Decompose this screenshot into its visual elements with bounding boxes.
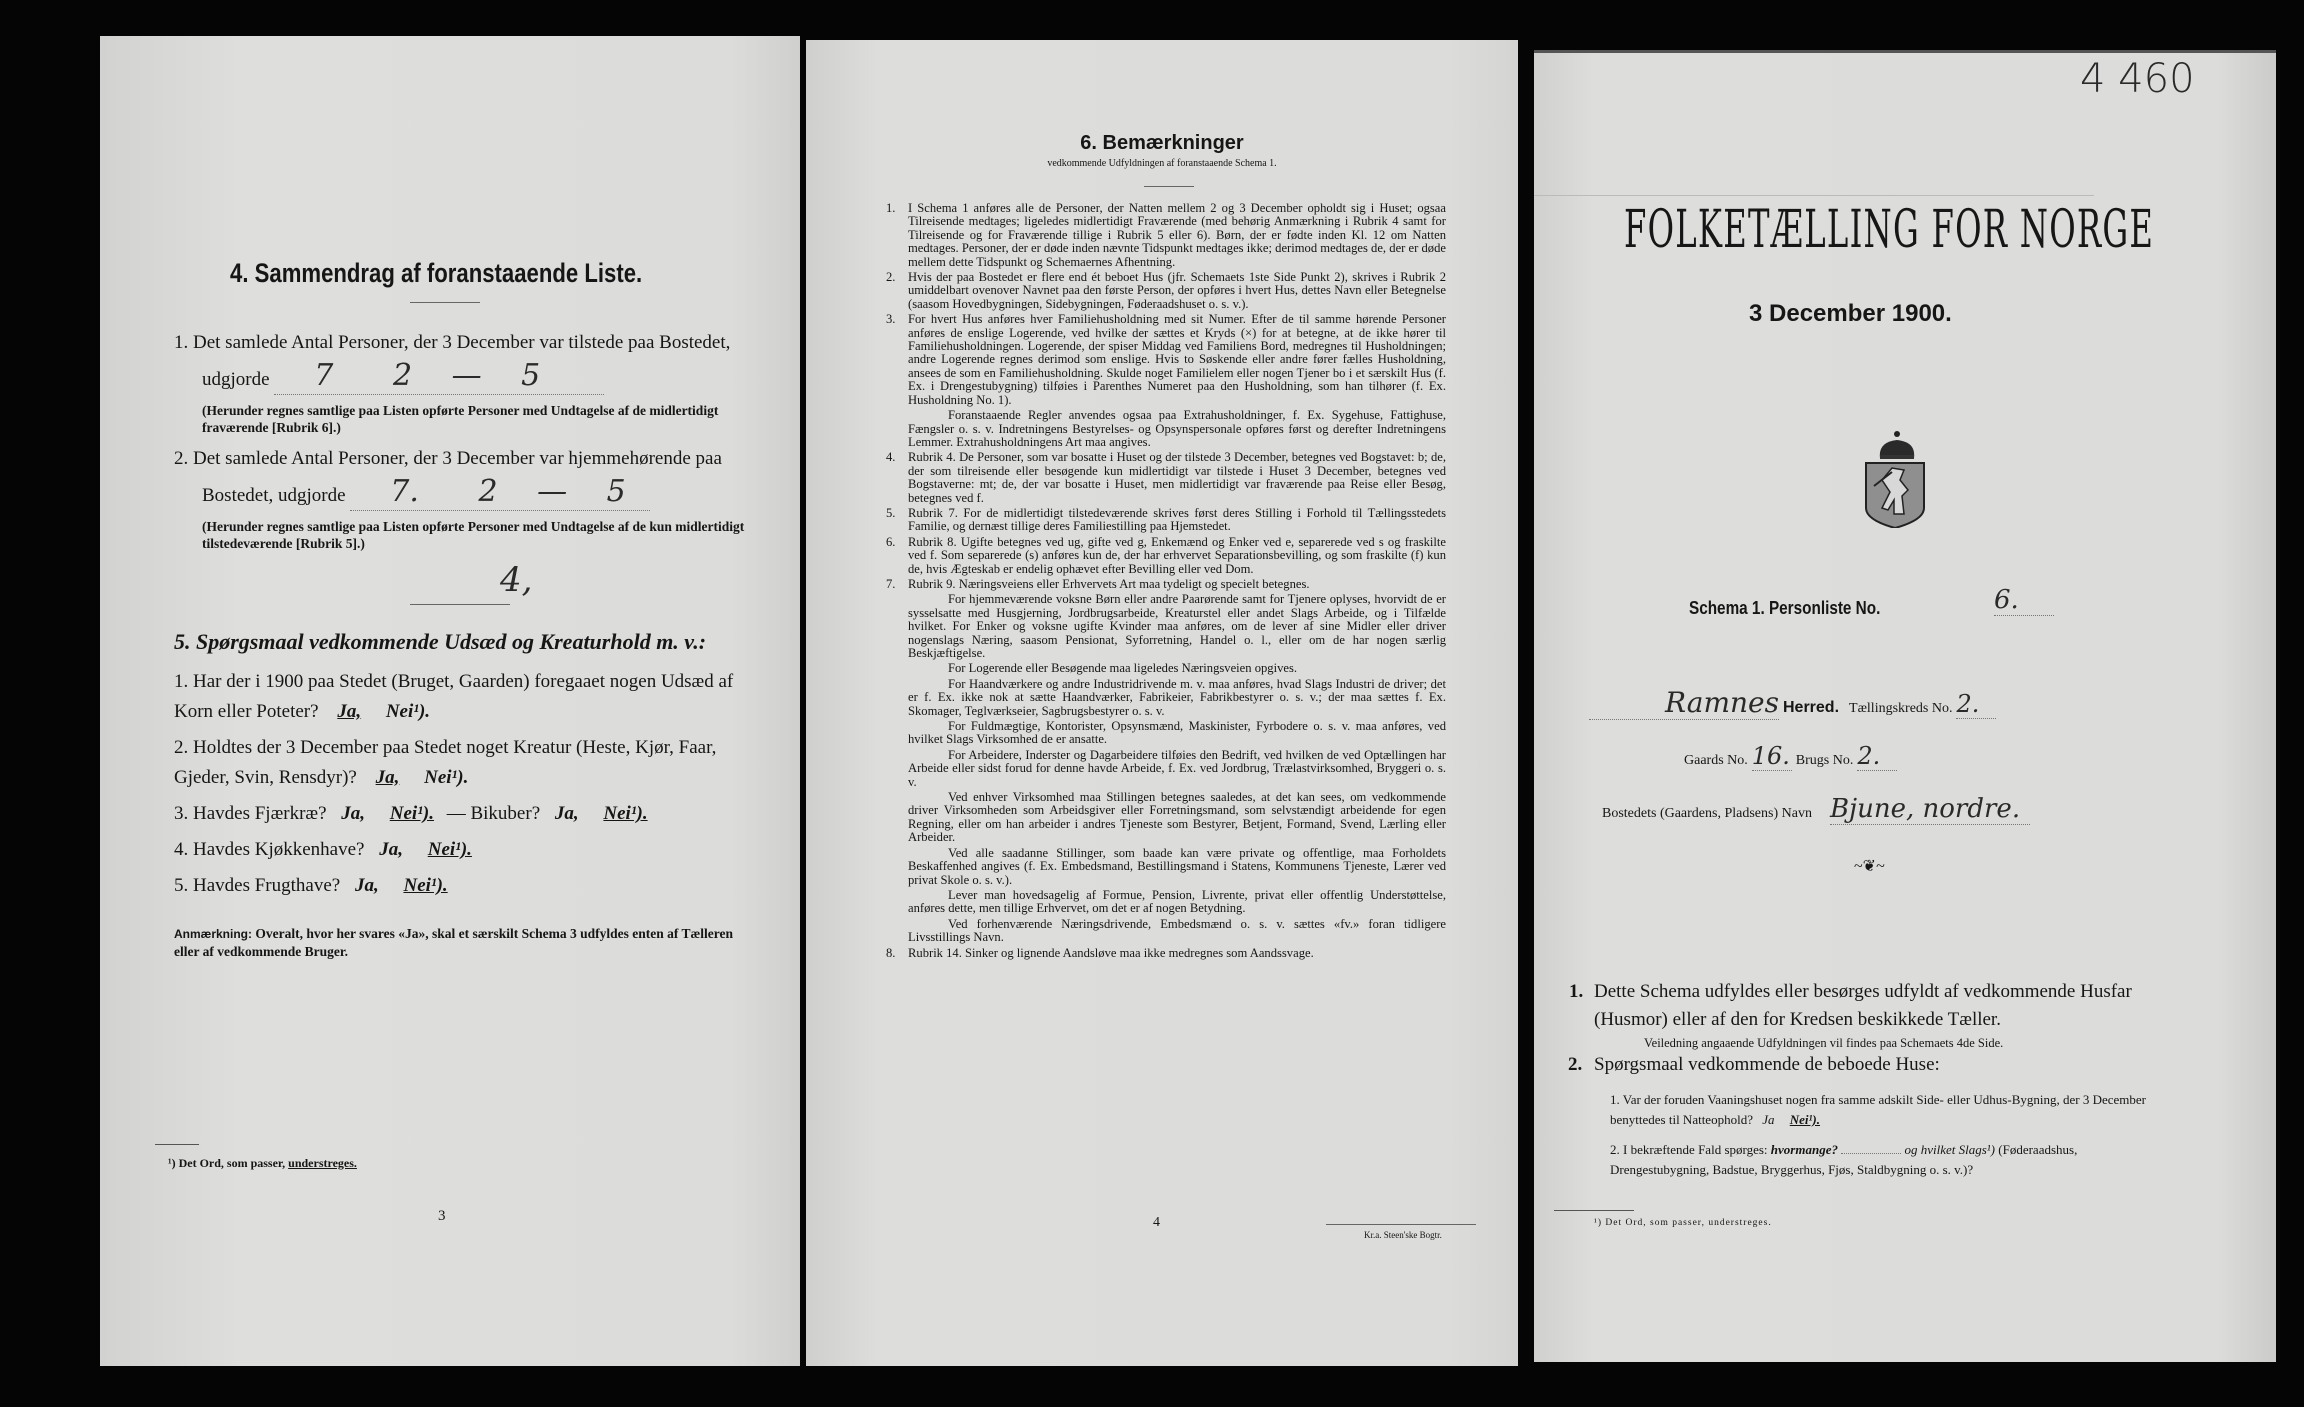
remark-number: 4. xyxy=(886,450,896,465)
value: — xyxy=(537,474,568,509)
remark-text: I Schema 1 anføres alle de Personer, der Natten mellem 2 og 3 December opholdt sig i Huset; ogsaa Tilreisende medtages; ligeledes midlertidigt Fraværende (med behørig Anmærkning i Rubrik 4 samt for Tilreisende og for Fraværende tillige i Rubrik 5 eller 6). Børn, der er fødte inden Kl. 12 om Natten medtages. Personer, der er døde inden nævnte Tidspunkt medtages ikke; derimod medtages de, der er døde mellem dette Tidspunkt og Schemaernes Afhentning. xyxy=(908,201,1446,269)
num: 1. xyxy=(1569,981,1584,1002)
remark-paragraph xyxy=(908,720,1446,747)
divider xyxy=(410,604,510,605)
remarks-title: 6. Bemærkninger xyxy=(1080,132,1244,154)
question-2 xyxy=(174,733,746,793)
text: Har der i 1900 paa Stedet (Bruget, Gaarden) foregaaet nogen Udsæd af Korn eller Poteter? xyxy=(174,671,734,722)
nei-option: Nei¹). xyxy=(1789,1112,1820,1127)
remark-paragraph xyxy=(886,945,1446,960)
text: Havdes Fjærkræ? xyxy=(193,803,327,824)
ornament-icon: ~❦~ xyxy=(1854,858,1885,875)
footnote-underlined: understreges. xyxy=(288,1156,357,1170)
hvormange-label: hvormange? xyxy=(1770,1142,1838,1157)
num: 4. xyxy=(174,839,189,860)
text: Holdtes der 3 December paa Stedet noget Kreatur (Heste, Kjør, Faar, Gjeder, Svin, Rensdyr)? xyxy=(174,737,717,788)
question-4 xyxy=(174,835,746,865)
herred-row xyxy=(1589,686,1996,720)
slags-label: og hvilket Slags¹) xyxy=(1904,1142,1996,1157)
q1-label: udgjorde xyxy=(202,369,270,390)
herred-value: Ramnes xyxy=(1589,686,1779,720)
question-1 xyxy=(174,667,746,727)
nei-option: Nei¹). xyxy=(603,803,648,824)
schema-text: Schema 1. Personliste No. xyxy=(1689,598,1881,618)
printer-imprint: Kr.a. Steen'ske Bogtr. xyxy=(1364,1230,1442,1240)
remark-text: Ved forhenværende Næringsdrivende, Embedsmænd o. s. v. sættes «fv.» foran tidligere Livsstillings Navn. xyxy=(908,916,1446,945)
remarks-list xyxy=(886,201,1446,962)
hvormange-field xyxy=(1841,1153,1901,1154)
num: 3. xyxy=(174,803,189,824)
remark xyxy=(174,925,746,960)
footnote-text: ¹) Det Ord, som passer, xyxy=(168,1156,286,1170)
remark-paragraph xyxy=(908,918,1446,945)
remark-number: 1. xyxy=(886,201,896,215)
remark-paragraph xyxy=(908,593,1446,660)
instruction-2 xyxy=(1568,1054,1940,1076)
ja-option: Ja, xyxy=(554,803,579,824)
text: 1. Var der foruden Vaaningshuset nogen fra samme adskilt Side- eller Udhus-Bygning, der 3 December benyttedes til Natteophold? xyxy=(1610,1092,2146,1127)
value: 7 xyxy=(314,358,334,393)
section-4-title: 4. Sammendrag af foranstaaende Liste. xyxy=(230,258,643,288)
q2-answer-row xyxy=(174,474,746,516)
gaards-label: Gaards No. xyxy=(1684,753,1748,768)
q2-values xyxy=(350,474,650,511)
left-page-content xyxy=(174,328,746,960)
instruction-2-text: Spørgsmaal vedkommende de beboede Huse: xyxy=(1594,1054,1940,1075)
value: 7. xyxy=(390,474,419,509)
remark-text: Hvis der paa Bostedet er flere end ét beboet Hus (jfr. Schemaets 1ste Side Punkt 2), skrives i Rubrik 2 umiddelbart ovenover Navnet paa den første Person, der opføres i hvert Hus, dettes Navn eller Betegnelse (saasom Hovedbygningen, Sidebygningen, Føderaadshuset o. s. v.). xyxy=(908,270,1446,311)
remark-text: For Logerende eller Besøgende maa ligeledes Næringsveien opgives. xyxy=(948,661,1298,676)
remark-number: 8. xyxy=(886,945,896,960)
gaards-row xyxy=(1684,742,1897,771)
ja-option: Ja, xyxy=(341,803,366,824)
remark-text: Lever man hovedsagelig af Formue, Pension, Livrente, privat eller offentlig Understøttelse, anføres dette, men tillige Erhvervet, om det er af nogen Betydning. xyxy=(908,887,1446,916)
instruction-1-sub: Veiledning angaaende Udfyldningen vil findes paa Schemaets 4de Side. xyxy=(1644,1036,2004,1050)
q1-note: (Herunder regnes samtlige paa Listen opførte Personer med Undtagelse af de midlertidigt fraværende [Rubrik 6].) xyxy=(202,403,719,435)
value: — xyxy=(451,358,482,393)
remark-text: Rubrik 7. For de midlertidigt tilstedeværende skrives først deres Stilling i Forhold til Tællingsstedets Familie, og dernæst tillige deres Familiestilling paa Hjemstedet. xyxy=(908,505,1446,534)
kreds-value: 2. xyxy=(1956,690,1996,719)
remark-paragraph xyxy=(908,409,1446,449)
divider xyxy=(1144,186,1194,187)
remarks-subtitle: vedkommende Udfyldningen af foranstaaende Schema 1. xyxy=(1047,158,1277,169)
q1-values xyxy=(274,358,604,395)
remark-paragraph xyxy=(908,749,1446,789)
divider xyxy=(1326,1224,1476,1225)
text: Havdes Frugthave? xyxy=(193,875,341,896)
remark-paragraph xyxy=(908,889,1446,916)
remark-paragraph xyxy=(886,576,1446,591)
remark-number: 7. xyxy=(886,576,896,591)
q2-label: Bostedet, udgjorde xyxy=(202,485,346,506)
remark-paragraph xyxy=(886,505,1446,534)
section-5-title: 5. Spørgsmaal vedkommende Udsæd og Kreaturhold m. v.: xyxy=(174,629,707,654)
nei-option: Nei¹). xyxy=(424,767,469,788)
value: 2 xyxy=(478,474,498,509)
bosted-value: Bjune, nordre. xyxy=(1830,794,2030,825)
top-edge xyxy=(1534,50,2276,53)
divider xyxy=(155,1144,199,1145)
bosted-row xyxy=(1602,794,2030,825)
remark-text: Ved alle saadanne Stillinger, som baade kan være private og offentlige, maa Forholdets Beskaffenhed angives (f. Ex. Embedsmand, Bestillingsmand i Statens, Kommunens Tjeneste, Lærer ved privat Skole o. s. v.). xyxy=(908,845,1446,887)
text: — Bikuber? xyxy=(446,803,541,824)
ja-option: Ja, xyxy=(337,701,362,722)
num: 2. xyxy=(174,737,189,758)
q1-answer-row xyxy=(174,358,746,400)
instruction-1-text: Dette Schema udfyldes eller besørges udfyldt af vedkommende Husfar (Husmor) eller af den for Kredsen beskikkede Tæller. xyxy=(1594,981,2132,1030)
remark-number: 6. xyxy=(886,534,896,549)
instruction-1 xyxy=(1569,978,2154,1034)
page-4-remarks xyxy=(806,40,1518,1366)
house-question-1 xyxy=(1610,1090,2170,1130)
text: (Føderaadshus, Drengestubygning, Badstue, Bryggerhus, Fjøs, Staldbygning o. s. v.)? xyxy=(1610,1142,2078,1177)
text: Havdes Kjøkkenhave? xyxy=(193,839,365,860)
norwegian-coat-of-arms-icon xyxy=(1864,428,1926,528)
remark-paragraph xyxy=(908,678,1446,718)
remark-paragraph xyxy=(886,450,1446,505)
remark-text: Rubrik 4. De Personer, som var bosatte i Huset og der tilstede 3 December, betegnes ved Bogstavet: b; de, der som tilreisende eller besøgende kun midlertidigt var tilstede i Huset 3 December, betegnes ved Bogstaverne: mt; de, der var bosatte i Huset, men midlertidigt var fraværende paa Reise eller Besøg, betegnes ved f. xyxy=(908,450,1446,505)
remark-paragraph xyxy=(886,201,1446,269)
divider xyxy=(410,302,480,303)
value: 2 xyxy=(392,358,413,393)
q1-text: 1. Det samlede Antal Personer, der 3 December var tilstede paa Bostedet, xyxy=(174,332,731,353)
census-date: 3 December 1900. xyxy=(1749,300,1952,327)
remark-paragraph xyxy=(908,847,1446,887)
remark-text: For Haandværkere og andre Industridrivende m. v. maa anføres, hvad Slags Industri de driver; det er f. Ex. ikke nok at sætte Haandværker, Fabrikeier, Fabrikbestyrer o. s. v.; der maa sættes f. Ex. Skomager, Teglværkseier, Sagbrugsbestyrer o. s. v. xyxy=(908,676,1446,718)
remark-text: For Arbeidere, Inderster og Dagarbeidere tilføies den Bedrift, ved hvilken de ved Optællingen har Arbeide eller sidst forud for denne havde Arbeide, f. Ex. ved Jordbrug, Trælastvirksomhed, Bryggeri o. s. v. xyxy=(908,747,1446,789)
nei-option: Nei¹). xyxy=(403,875,448,896)
schema-label xyxy=(1689,598,1880,619)
question-5 xyxy=(174,871,746,901)
remark-paragraph xyxy=(908,791,1446,845)
remark-paragraph xyxy=(886,312,1446,407)
remark-number: 3. xyxy=(886,312,896,327)
question-3 xyxy=(174,799,746,829)
remark-paragraph xyxy=(886,534,1446,576)
ja-option: Ja, xyxy=(375,767,400,788)
remark-paragraph xyxy=(908,662,1446,675)
brugs-value: 2. xyxy=(1857,742,1897,771)
remark-text: Rubrik 14. Sinker og lignende Aandsløve maa ikke medregnes som Aandssvage. xyxy=(908,945,1314,960)
ja-option: Ja, xyxy=(354,875,379,896)
remark-number: 2. xyxy=(886,270,896,285)
remark-text: Overalt, hvor her svares «Ja», skal et særskilt Schema 3 udfyldes enten af Tælleren eller af vedkommende Bruger. xyxy=(174,926,733,959)
footnote: ¹) Det Ord, som passer, understreges. xyxy=(1594,1218,1772,1228)
page-1-cover xyxy=(1534,50,2276,1362)
kreds-label: Tællingskreds No. xyxy=(1849,701,1953,716)
text: 2. I bekræftende Fald spørges: xyxy=(1610,1142,1768,1157)
divider xyxy=(1554,1210,1634,1211)
divider xyxy=(1534,195,2094,196)
nei-option: Nei¹). xyxy=(385,701,431,722)
remark-number: 5. xyxy=(886,505,896,520)
num: 5. xyxy=(174,875,189,896)
remark-text: Foranstaaende Regler anvendes ogsaa paa Extrahusholdninger, f. Ex. Sygehuse, Fattighuse, Fængsler o. s. v. Indretningens Bestyrelses- og Opsynspersonale opføres først og derefter Indretningens Lemmer. Extrahusholdningens Art maa angives. xyxy=(908,408,1446,449)
value: 5 xyxy=(521,358,541,393)
q2-note: (Herunder regnes samtlige paa Listen opførte Personer med Undtagelse af de kun midlertidigt tilstedeværende [Rubrik 5].) xyxy=(202,519,745,551)
nei-option: Nei¹). xyxy=(389,803,434,824)
herred-label: Herred. xyxy=(1783,699,1840,716)
margin-mark: 4, xyxy=(500,560,533,600)
remark-label: Anmærkning: xyxy=(174,927,252,941)
num: 2. xyxy=(1568,1054,1583,1075)
remark-paragraph xyxy=(886,270,1446,311)
remark-text: Rubrik 8. Ugifte betegnes ved ug, gifte ved g, Enkemænd og Enker ved e, separerede ved s og fraskilte ved f. Som separerede (s) anføres kun de, der har erhvervet Separationsbevilling, og som fraskilte (f) kun de, hvis Ægteskab er endelig ophævet efter Bevilling eller ved Dom. xyxy=(908,534,1446,576)
footnote xyxy=(168,1156,357,1171)
page-number: 4 xyxy=(1153,1215,1160,1230)
nei-option: Nei¹). xyxy=(427,839,472,860)
brugs-label: Brugs No. xyxy=(1795,753,1854,768)
page-3-summary xyxy=(100,36,800,1366)
personliste-number: 6. xyxy=(1994,585,2054,616)
page-number: 3 xyxy=(438,1208,446,1224)
remark-text: Ved enhver Virksomhed maa Stillingen betegnes saaledes, at det kan sees, om vedkommende driver Virksomheden som Arbeidsgiver eller Forretningsmand, som selvstændigt arbeidende for egen Regning, eller om han arbeider i andres Tjeneste som Bestyrer, Betjent, Formand, Svend, Lærling eller Arbeider. xyxy=(908,790,1446,845)
census-title: FOLKETÆLLING FOR NORGE xyxy=(1624,200,2155,260)
ja-option: Ja, xyxy=(379,839,403,860)
ja-option: Ja xyxy=(1762,1112,1775,1127)
bosted-label: Bostedets (Gaardens, Pladsens) Navn xyxy=(1602,806,1812,821)
q2-text: 2. Det samlede Antal Personer, der 3 December var hjemmehørende paa xyxy=(174,448,722,469)
gaards-value: 16. xyxy=(1751,742,1790,770)
remark-text: For Fuldmægtige, Kontorister, Opsynsmænd, Maskinister, Fyrbodere o. s. v. maa anføres, ved hvilket Slags Virksomhed de er ansatte. xyxy=(908,719,1446,747)
value: 5 xyxy=(606,474,626,509)
num: 1. xyxy=(174,671,189,692)
remark-text: For hjemmeværende voksne Børn eller andre Paarørende samt for Tjenere oplyses, hvorvidt de er sysselsatte med Husgjerning, Jordbrugsarbeide, Kreaturstel eller andet Slags Arbeide, og i Tilfælde hvilket. For Enker og voksne ugifte Kvinder maa anføres, om de lever af sine Midler eller driver nogenslags Næring, saasom Pensionat, Syforretning, Handel o. l., eller om de har nogen særlig Beskjæftigelse. xyxy=(908,592,1446,660)
archive-number: 4 460 xyxy=(2080,56,2195,102)
remark-text: For hvert Hus anføres hver Familiehusholdning med sit Numer. Efter de til samme hørende Personer anføres de enslige Logerende, ved hvilke der sættes et Kryds (×) for at betegne, at de ikke hører til Familiehusholdningen. Logerende, der spiser Middag ved Familiens Bord, medregnes til Husholdningen; andre Logerende regnes derimod som enslige. Hvis to Søskende eller andre fører fælles Husholdning, ansees de som en Familiehusholdning. Skulde noget Familielem eller nogen Tjener bo i et særskilt Hus (f. Ex. i Drengestubygning) tilføies i Parenthes Numeret paa den Husholdning, som han tilhører (f. Ex. Husholdning No. 1). xyxy=(908,312,1446,407)
remark-text: Rubrik 9. Næringsveiens eller Erhvervets Art maa tydeligt og specielt betegnes. xyxy=(908,576,1310,591)
house-question-2 xyxy=(1610,1140,2170,1180)
